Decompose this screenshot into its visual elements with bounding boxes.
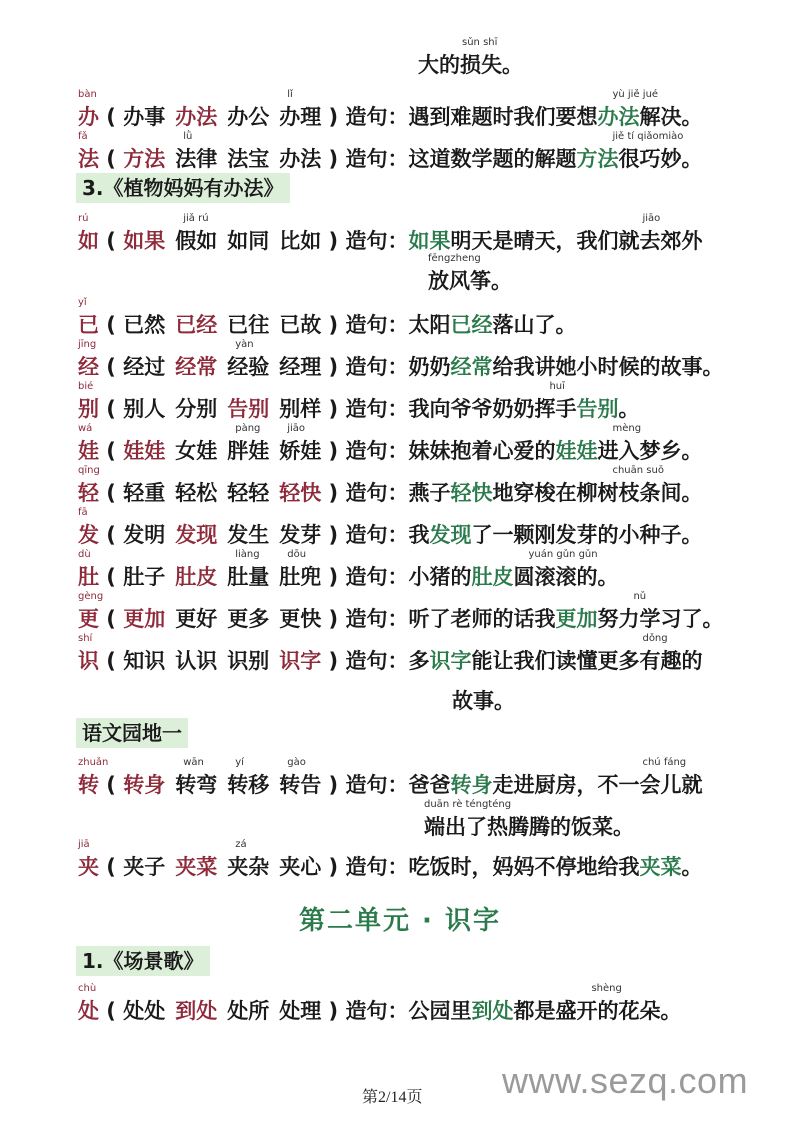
- vocab-word: 知识: [123, 649, 166, 673]
- vocab-character: 已 yǐ: [78, 297, 99, 337]
- paren-close: ): [321, 147, 346, 171]
- sentence-text: 我向爷爷奶奶挥手: [408, 397, 577, 421]
- paren-open: (: [99, 855, 124, 879]
- vocab-word: 更多: [227, 607, 270, 631]
- vocab-word: 肚子: [123, 565, 166, 589]
- vocab-word: 处所: [227, 999, 270, 1023]
- pinyin: yàn: [235, 339, 254, 350]
- vocab-character: 转 zhuǎn: [78, 757, 109, 797]
- vocab-word: 发现: [175, 523, 218, 547]
- pinyin: shí: [78, 633, 93, 644]
- paren-open: (: [99, 607, 124, 631]
- vocab-word: 已经: [175, 313, 218, 337]
- pinyin: wá: [78, 423, 93, 434]
- vocab-word: 告别: [227, 397, 270, 421]
- vocab-word: 已往: [227, 313, 270, 337]
- sentence-text: 给我讲她小时候的故事。: [492, 355, 724, 379]
- vocab-word: 已然: [123, 313, 166, 337]
- sentence-text: 听了老师的话我: [408, 607, 556, 631]
- sentence-continuation: 放风筝。 fēngzheng: [428, 253, 512, 293]
- pinyin: zá: [235, 839, 247, 850]
- paren-close: ): [321, 855, 346, 879]
- paren-close: ): [321, 229, 346, 253]
- example-sentence: [408, 381, 640, 422]
- vocab-character: 夹 jiā: [78, 839, 99, 879]
- pinyin: chù: [78, 983, 97, 994]
- vocab-word: 办公: [227, 105, 270, 129]
- sentence-text: 我: [408, 523, 430, 547]
- vocab-row: [78, 465, 703, 506]
- example-sentence: [408, 854, 702, 880]
- pinyin: yù jiě jué: [612, 89, 659, 100]
- example-sentence: [408, 983, 682, 1024]
- paren-close: ): [321, 523, 346, 547]
- sentence-text: 小猪的: [408, 565, 472, 589]
- vocab-character: 法 fǎ: [78, 131, 99, 171]
- pinyin: pàng: [235, 423, 261, 434]
- vocab-word: 娃娃: [123, 439, 166, 463]
- sentence-text: 遇到难题时我们要想: [408, 105, 598, 129]
- vocab-word: 转移 yí: [227, 757, 270, 797]
- highlighted-word: 轻快: [450, 481, 493, 505]
- vocab-word: 经理: [279, 355, 322, 379]
- pinyin: sǔn shī: [462, 37, 498, 48]
- pinyin: jiāo: [642, 213, 661, 224]
- pinyin: jiāo: [287, 423, 306, 434]
- vocab-word: 如同: [227, 229, 270, 253]
- pinyin: jiě tí qiǎomiào: [612, 131, 684, 142]
- paren-open: (: [99, 147, 124, 171]
- vocab-character: 娃 wá: [78, 423, 99, 463]
- pinyin: huī: [549, 381, 565, 392]
- vocab-row: [78, 297, 577, 338]
- sentence-text: 。: [681, 855, 703, 879]
- paren-open: (: [99, 439, 124, 463]
- vocab-row: [78, 839, 703, 880]
- example-sentence: [408, 522, 702, 548]
- highlighted-word: 如果: [408, 229, 451, 253]
- vocab-word: 别人: [123, 397, 166, 421]
- pinyin: rú: [78, 213, 89, 224]
- vocab-word: 肚兜 dōu: [279, 549, 322, 589]
- vocab-word: 认识: [175, 649, 218, 673]
- page-indicator: 第2/14页: [362, 1089, 423, 1106]
- sentence-label: 造句：: [345, 999, 409, 1023]
- pinyin: nǔ: [633, 591, 647, 602]
- sentence-label: 造句：: [345, 481, 409, 505]
- sentence-text: 进入梦乡。: [597, 439, 703, 463]
- vocab-word: 娇娃 jiāo: [279, 423, 322, 463]
- paren-close: ): [321, 481, 346, 505]
- sentence-text: 地穿梭在柳树枝条间。: [492, 481, 703, 505]
- example-sentence: [408, 423, 703, 464]
- sentence-continuation: 故事。: [452, 689, 515, 713]
- highlighted-word: 夹菜: [639, 855, 682, 879]
- pinyin: bié: [78, 381, 94, 392]
- vocab-word: 转身: [123, 773, 166, 797]
- vocab-word: 办事: [123, 105, 166, 129]
- sentence-label: 造句：: [345, 439, 409, 463]
- vocab-word: 别样: [279, 397, 322, 421]
- paren-close: ): [321, 439, 346, 463]
- paren-close: ): [321, 313, 346, 337]
- pinyin: dù: [78, 549, 91, 560]
- pinyin: dōu: [287, 549, 307, 560]
- paren-open: (: [99, 773, 124, 797]
- vocab-word: 夹菜: [175, 855, 218, 879]
- vocab-row: [78, 131, 703, 172]
- vocab-word: 肚量 liàng: [227, 549, 270, 589]
- paren-close: ): [321, 105, 346, 129]
- highlighted-word: 发现: [429, 523, 472, 547]
- vocab-word: 轻快: [279, 481, 322, 505]
- pinyin: qīng: [78, 465, 100, 476]
- paren-close: ): [321, 607, 346, 631]
- vocab-word: 夹杂 zá: [227, 839, 270, 879]
- sentence-label: 造句：: [345, 313, 409, 337]
- pinyin: lǜ: [183, 131, 193, 142]
- vocab-word: 方法: [123, 147, 166, 171]
- vocab-row: [78, 381, 640, 422]
- pinyin: liàng: [235, 549, 260, 560]
- example-sentence: [408, 591, 724, 632]
- vocab-word: 识字: [279, 649, 322, 673]
- highlighted-word: 告别: [576, 397, 619, 421]
- vocab-word: 女娃: [175, 439, 218, 463]
- pinyin: yuán gǔn gǔn: [528, 549, 598, 560]
- sentence-text: 爸爸: [408, 773, 451, 797]
- sentence-text: 。: [618, 397, 640, 421]
- vocab-word: 处理: [279, 999, 322, 1023]
- pinyin: fā: [78, 507, 88, 518]
- sentence-text: 解决。: [639, 105, 703, 129]
- example-sentence: [408, 354, 723, 380]
- vocab-character: 更 gèng: [78, 591, 104, 631]
- sentence-label: 造句：: [345, 773, 409, 797]
- highlighted-word: 娃娃: [555, 439, 598, 463]
- vocab-word: 转告 gào: [279, 757, 322, 797]
- highlighted-word: 肚皮: [471, 565, 514, 589]
- vocab-word: 夹子: [123, 855, 166, 879]
- watermark: www.sezq.com: [502, 1060, 749, 1101]
- sentence-text: 公园里: [408, 999, 472, 1023]
- vocab-word: 办理 lǐ: [279, 89, 322, 129]
- vocab-word: 办法: [279, 147, 322, 171]
- paren-open: (: [99, 313, 124, 337]
- lesson-heading: 1.《场景歌》: [76, 946, 210, 976]
- sentence-label: 造句：: [345, 607, 409, 631]
- vocab-word: 轻轻: [227, 481, 270, 505]
- vocab-character: 如 rú: [78, 213, 99, 253]
- example-sentence: [408, 549, 619, 590]
- sentence-label: 造句：: [345, 565, 409, 589]
- sentence-text: 燕子: [408, 481, 451, 505]
- pinyin: fēngzheng: [428, 253, 481, 264]
- vocab-row: [78, 549, 619, 590]
- vocab-row: [78, 339, 724, 380]
- sentence-label: 造句：: [345, 523, 409, 547]
- highlighted-word: 转身: [450, 773, 493, 797]
- vocab-row: [78, 89, 703, 130]
- pinyin: lǐ: [287, 89, 293, 100]
- pinyin: yǐ: [78, 297, 87, 308]
- pinyin: zhuǎn: [78, 757, 109, 768]
- continuation-line: [418, 37, 523, 78]
- highlighted-word: 更加: [555, 607, 598, 631]
- vocab-character: 处 chù: [78, 983, 99, 1023]
- example-sentence: [408, 131, 703, 172]
- paren-open: (: [99, 649, 124, 673]
- vocab-word: 处处: [123, 999, 166, 1023]
- example-sentence: [408, 465, 703, 506]
- vocab-word: 胖娃 pàng: [227, 423, 270, 463]
- sentence-label: 造句：: [345, 355, 409, 379]
- example-sentence: [408, 213, 703, 254]
- vocab-row: [78, 507, 703, 548]
- unit-title: 第二单元 · 识字: [299, 906, 501, 936]
- sentence-text: 走进厨房，不一会儿就: [492, 773, 703, 797]
- vocab-word: 轻重: [123, 481, 166, 505]
- pinyin: gèng: [78, 591, 104, 602]
- pinyin: dǒng: [642, 633, 668, 644]
- sentence-label: 造句：: [345, 649, 409, 673]
- highlighted-word: 方法: [576, 147, 619, 171]
- vocab-row: [78, 983, 682, 1024]
- sentence-text: 奶奶: [408, 355, 451, 379]
- paren-close: ): [321, 397, 346, 421]
- vocab-word: 经验 yàn: [227, 339, 270, 379]
- vocab-word: 假如 jiǎ rú: [175, 213, 218, 253]
- vocab-word: 肚皮: [175, 565, 218, 589]
- sentence-label: 造句：: [345, 397, 409, 421]
- sentence-continuation: 端出了热腾腾的饭菜。 duān rè téngténg: [424, 799, 634, 839]
- pinyin: jiǎ rú: [183, 213, 209, 224]
- paren-open: (: [99, 565, 124, 589]
- sentence-label: 造句：: [345, 105, 409, 129]
- paren-close: ): [321, 565, 346, 589]
- sentence-text: 明天是晴天，我们就去郊外: [450, 229, 703, 253]
- sentence-text: 很巧妙。: [618, 147, 703, 171]
- vocab-word: 比如: [279, 229, 322, 253]
- paren-close: ): [321, 649, 346, 673]
- vocab-character: 经 jīng: [78, 339, 99, 379]
- vocab-word: 更快: [279, 607, 322, 631]
- sentence-text: 了一颗刚发芽的小种子。: [471, 523, 703, 547]
- paren-close: ): [321, 355, 346, 379]
- vocab-row: [78, 423, 703, 464]
- vocab-row: [78, 633, 703, 674]
- vocab-word: 发生: [227, 523, 270, 547]
- highlighted-word: 经常: [450, 355, 493, 379]
- vocab-word: 轻松: [175, 481, 218, 505]
- sentence-label: 造句：: [345, 147, 409, 171]
- vocab-character: 发 fā: [78, 507, 99, 547]
- paren-open: (: [99, 523, 124, 547]
- sentence-text: 都是盛开的花朵。: [513, 999, 682, 1023]
- vocab-word: 更好: [175, 607, 218, 631]
- vocab-word: 到处: [175, 999, 218, 1023]
- sentence-text: 落山了。: [492, 313, 577, 337]
- sentence-text: 妹妹抱着心爱的: [408, 439, 556, 463]
- highlighted-word: 已经: [450, 313, 493, 337]
- sentence-text: 圆滚滚的。: [513, 565, 619, 589]
- vocab-character: 办 bàn: [78, 89, 99, 129]
- sentence-text: 多: [408, 649, 430, 673]
- sentence-text: 这道数学题的解题: [408, 147, 577, 171]
- example-sentence: [408, 633, 703, 674]
- vocab-word: 分别: [175, 397, 218, 421]
- vocab-word: 发芽: [279, 523, 322, 547]
- pinyin: fǎ: [78, 131, 88, 142]
- sentence-text: 吃饭时，妈妈不停地给我: [408, 855, 640, 879]
- pinyin: wān: [183, 757, 204, 768]
- paren-open: (: [99, 999, 124, 1023]
- pinyin: yí: [235, 757, 244, 768]
- sentence-label: 造句：: [345, 229, 409, 253]
- paren-open: (: [99, 229, 124, 253]
- vocab-word: 办法: [175, 105, 218, 129]
- vocab-word: 转弯 wān: [175, 757, 218, 797]
- section-heading: 语文园地一: [76, 718, 188, 748]
- pinyin: shèng: [591, 983, 622, 994]
- vocab-row: [78, 213, 703, 254]
- pinyin: jiā: [78, 839, 90, 850]
- paren-open: (: [99, 481, 124, 505]
- highlighted-word: 到处: [471, 999, 514, 1023]
- vocab-character: 别 bié: [78, 381, 99, 421]
- sentence-text: 努力学习了。: [597, 607, 724, 631]
- vocab-word: 如果: [123, 229, 166, 253]
- pinyin: jīng: [78, 339, 97, 350]
- sentence-text: 能让我们读懂更多有趣的: [471, 649, 703, 673]
- pinyin: duān rè téngténg: [424, 799, 512, 810]
- pinyin: mèng: [612, 423, 642, 434]
- lesson-heading: 3.《植物妈妈有办法》: [76, 173, 290, 203]
- vocab-word: 夹心: [279, 855, 322, 879]
- vocab-word: 法宝: [227, 147, 270, 171]
- paren-open: (: [99, 397, 124, 421]
- pinyin: gào: [287, 757, 306, 768]
- vocab-row: [78, 757, 703, 798]
- vocab-word: 发明: [123, 523, 166, 547]
- vocab-character: 轻 qīng: [78, 465, 100, 505]
- vocab-word: 已故: [279, 313, 322, 337]
- vocab-word: 识别: [227, 649, 270, 673]
- pinyin: chú fáng: [642, 757, 687, 768]
- vocab-word: 法律 lǜ: [175, 131, 218, 171]
- paren-close: ): [321, 999, 346, 1023]
- highlighted-word: 识字: [429, 649, 472, 673]
- sentence-text: 太阳: [408, 313, 451, 337]
- vocab-word: 经过: [123, 355, 166, 379]
- continuation-text: 大的损失。: [418, 53, 523, 77]
- pinyin: bàn: [78, 89, 97, 100]
- example-sentence: [408, 757, 703, 798]
- vocab-character: 肚 dù: [78, 549, 99, 589]
- vocab-row: [78, 591, 724, 632]
- example-sentence: [408, 89, 703, 130]
- paren-open: (: [99, 105, 124, 129]
- vocab-character: 识 shí: [78, 633, 99, 673]
- example-sentence: [408, 312, 576, 338]
- paren-close: ): [321, 773, 346, 797]
- paren-open: (: [99, 355, 124, 379]
- highlighted-word: 办法: [597, 105, 640, 129]
- sentence-label: 造句：: [345, 855, 409, 879]
- vocab-word: 更加: [123, 607, 166, 631]
- vocab-word: 经常: [175, 355, 218, 379]
- pinyin: chuān suō: [612, 465, 664, 476]
